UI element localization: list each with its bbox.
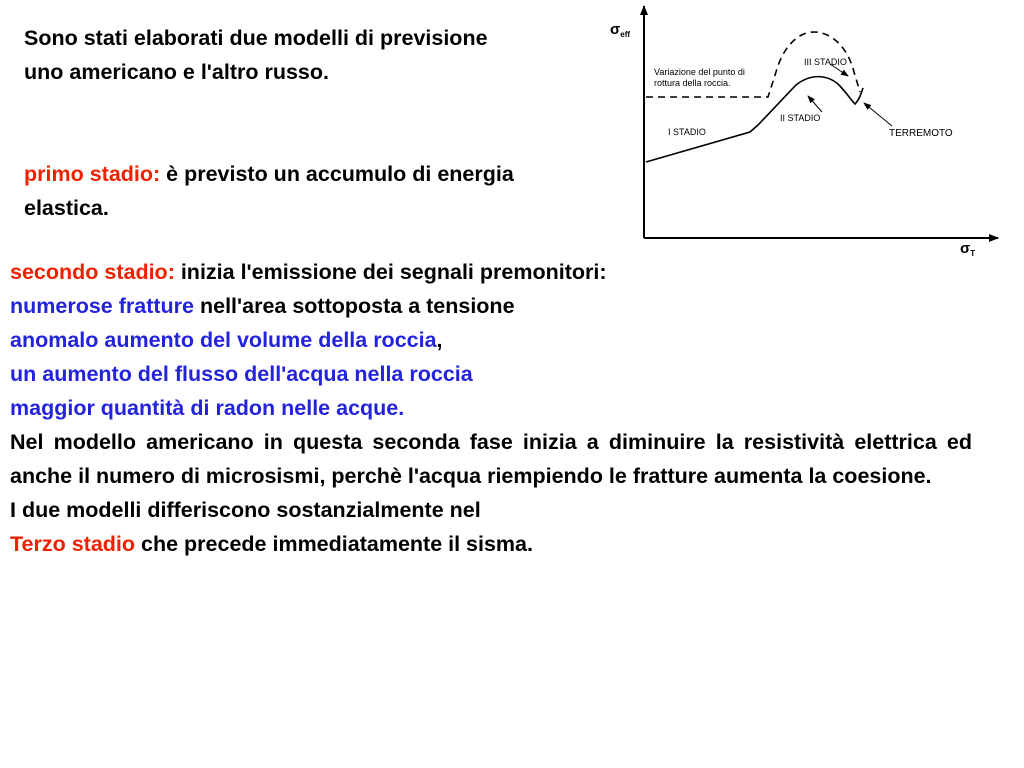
third-stage-text: che precede immediatamente il sisma.	[135, 532, 533, 556]
signal-rest: ,	[436, 328, 443, 352]
y-axis-label	[610, 21, 630, 39]
stress-diagram	[600, 0, 1010, 275]
signal-item	[10, 391, 972, 425]
signal-item	[10, 357, 972, 391]
stage1-label: I STADIO	[668, 127, 706, 137]
stage2-label: II STADIO	[780, 113, 821, 123]
intro-paragraph	[24, 21, 494, 89]
second-stage-label: secondo stadio:	[10, 260, 175, 284]
y-axis-subscript: eff	[620, 30, 631, 39]
signal-highlight: un aumento del flusso dell'acqua nella roccia	[10, 362, 473, 386]
earthquake-label: TERREMOTO	[889, 128, 953, 139]
stage2-pointer	[808, 96, 822, 112]
x-axis-label	[960, 240, 975, 258]
x-axis-symbol: σ	[960, 240, 971, 257]
american-model-paragraph: Nel modello americano in questa seconda fase inizia a diminuire la resistività elettrica ed anche il numero di microsismi, perchè l'acqua riempiendo le fratture aumenta la coesione.	[10, 430, 972, 488]
stress-curve	[646, 77, 863, 162]
signal-highlight: anomalo aumento del volume della roccia	[10, 328, 437, 352]
second-stage-text: inizia l'emissione dei segnali premonitori:	[174, 260, 607, 284]
annotation-line-1: Variazione del punto di	[654, 67, 745, 77]
difference-line: I due modelli differiscono sostanzialmente nel	[10, 498, 481, 522]
first-stage-paragraph	[24, 157, 584, 225]
signal-highlight: numerose fratture	[10, 294, 194, 318]
signal-item	[10, 289, 972, 323]
x-axis-subscript: T	[970, 249, 976, 258]
stage3-label: III STADIO	[804, 57, 847, 67]
first-stage-text: è previsto un accumulo di energia elastica.	[24, 162, 514, 220]
first-stage-label: primo stadio:	[24, 162, 161, 186]
main-text-block	[10, 255, 972, 561]
signal-item	[10, 323, 972, 357]
signal-highlight: maggior quantità di radon nelle acque.	[10, 396, 405, 420]
third-stage-label: Terzo stadio	[10, 532, 136, 556]
y-axis-symbol: σ	[610, 21, 621, 38]
annotation-line-2: rottura della roccia.	[654, 78, 731, 88]
third-stage-line	[10, 527, 972, 561]
intro-text: Sono stati elaborati due modelli di previsione uno americano e l'altro russo.	[24, 26, 488, 84]
earthquake-pointer	[864, 103, 892, 126]
signal-rest: nell'area sottoposta a tensione	[194, 294, 515, 318]
